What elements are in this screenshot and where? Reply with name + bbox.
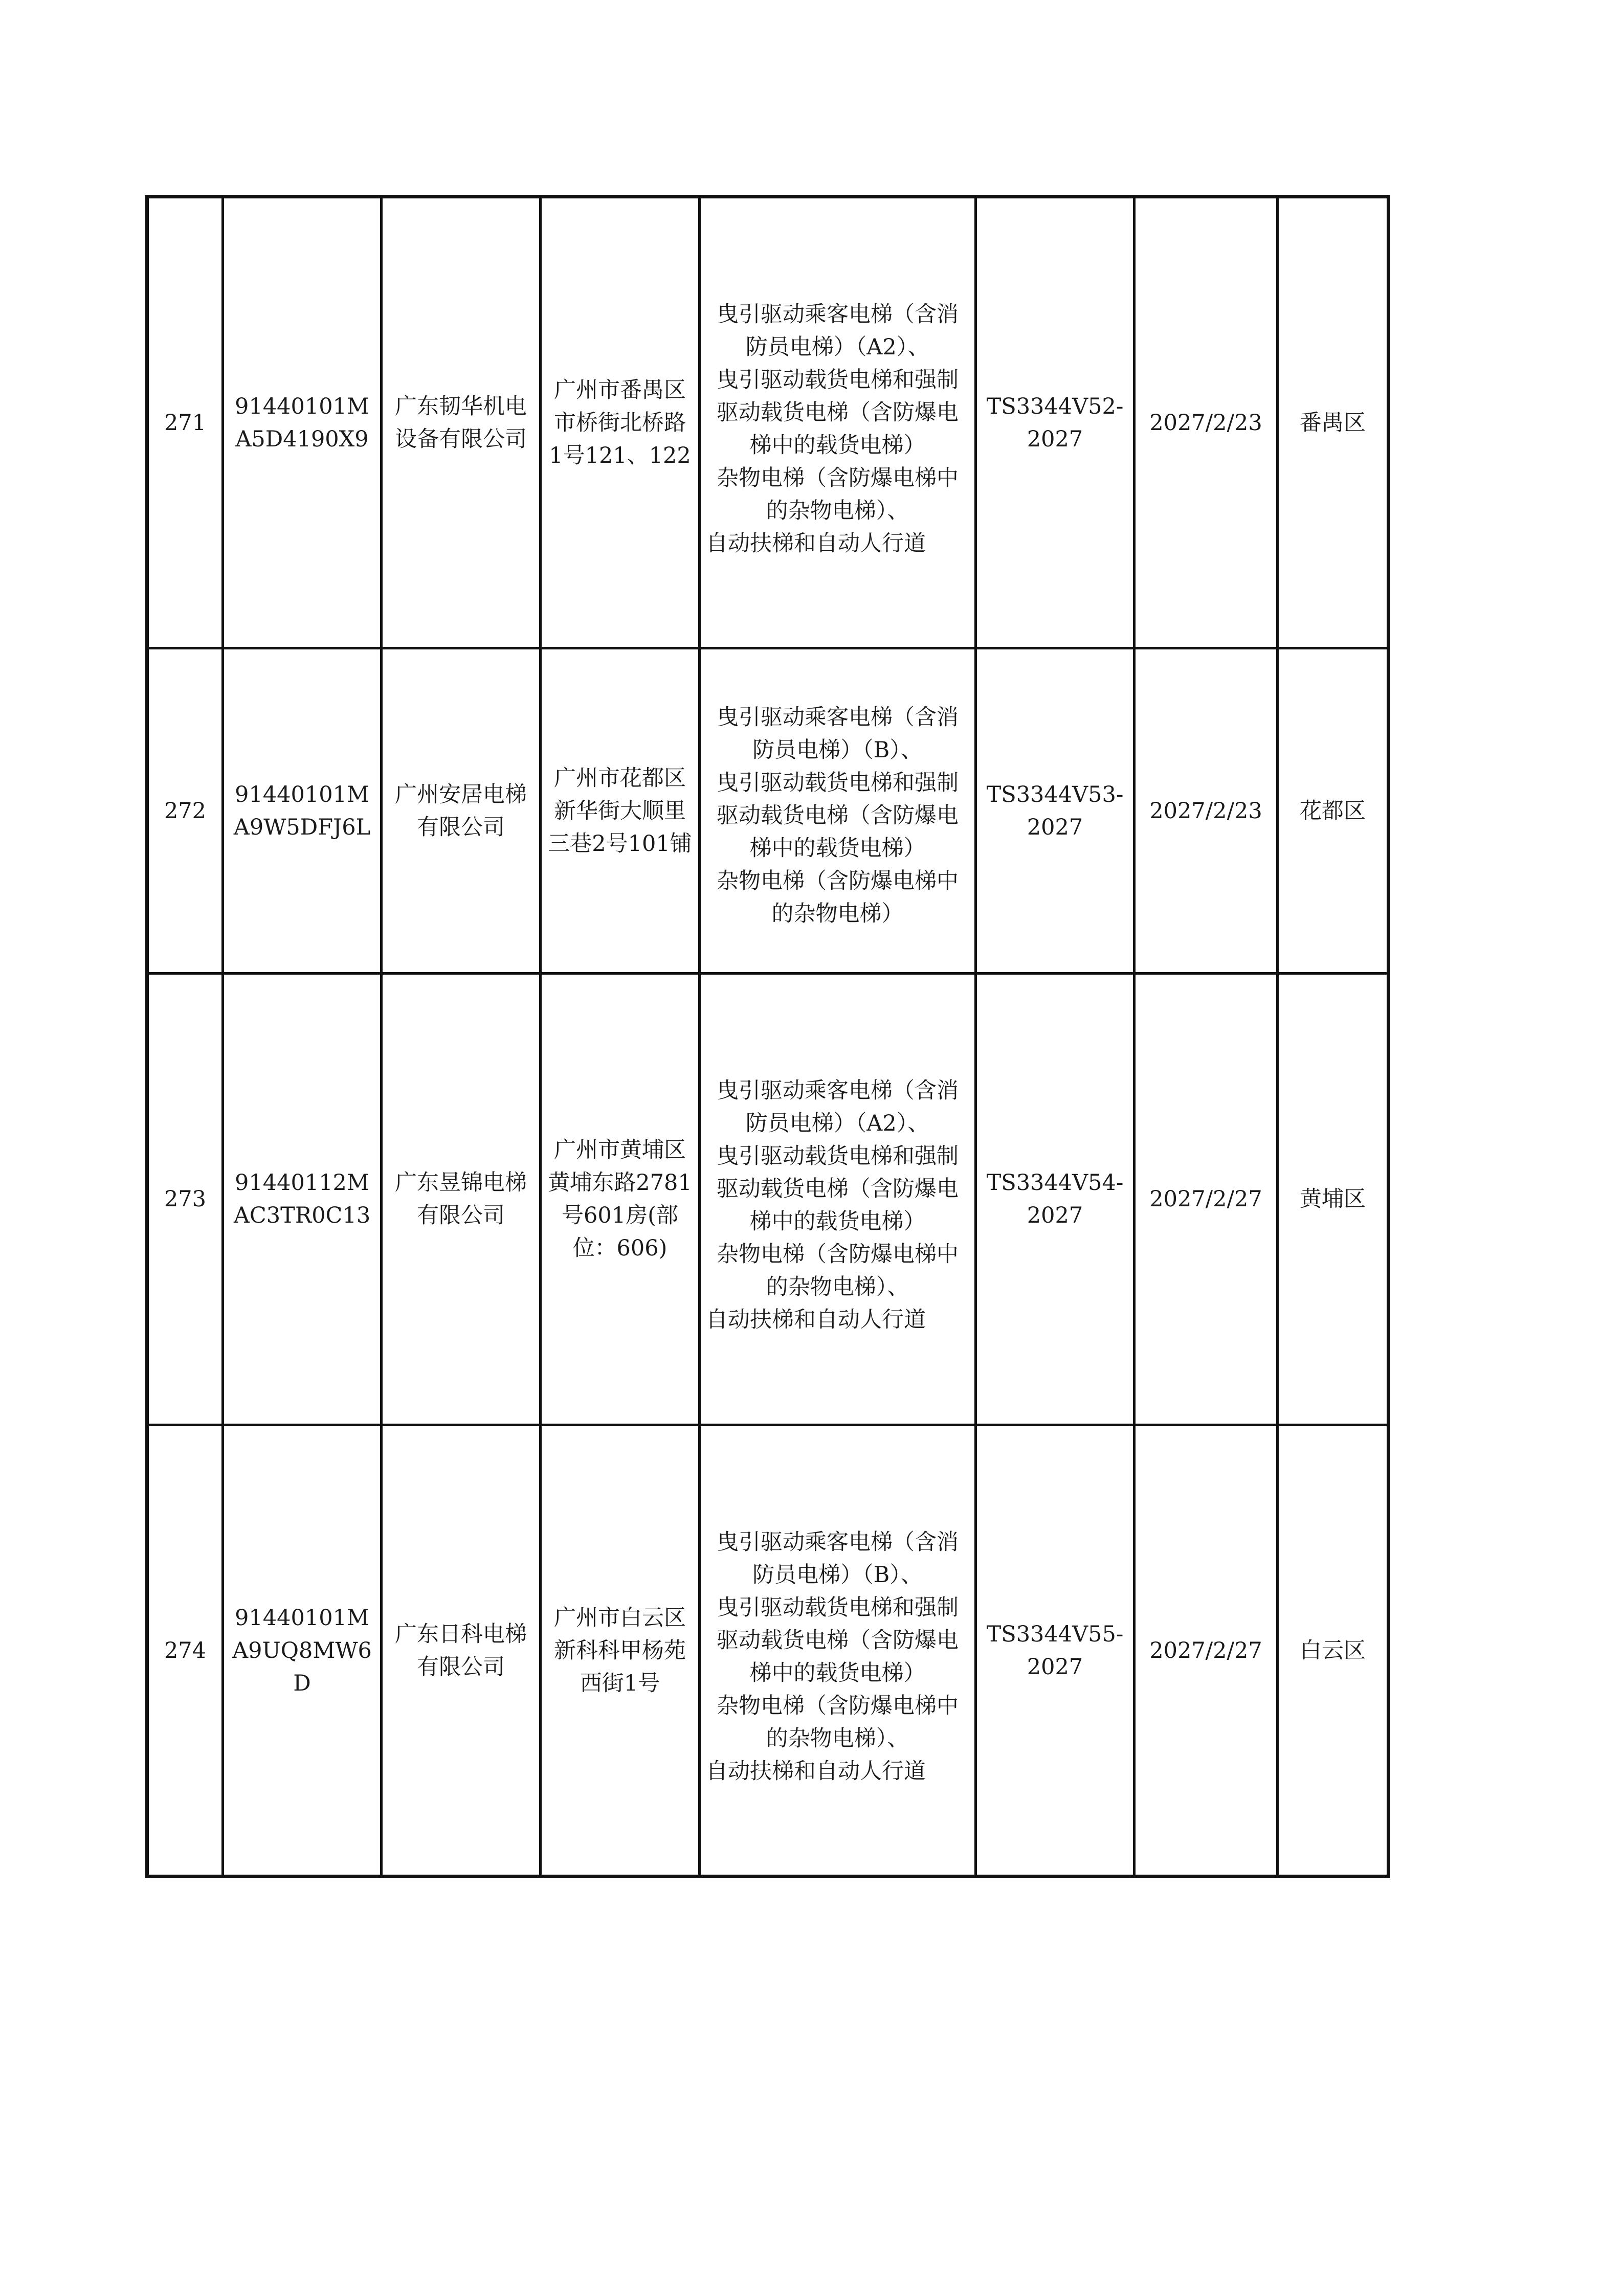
scope-cell (700, 974, 976, 1425)
scope-item: 曳引驱动载货电梯和强制驱动载货电梯（含防爆电梯中的载货电梯） (717, 367, 959, 458)
scope-list (701, 692, 974, 930)
scope-item: 曳引驱动乘客电梯（含消防员电梯）（B）、 (717, 704, 959, 763)
license-number: TS3344V53-2027 (986, 781, 1124, 840)
expiry-date-cell (1134, 197, 1278, 648)
credit-code: 91440101MA5D4190X9 (235, 393, 369, 452)
scope-item: 曳引驱动乘客电梯（含消防员电梯）（A2）、 (717, 301, 959, 360)
credit-code-cell (223, 648, 382, 974)
address-cell (541, 648, 700, 974)
row-number-cell (147, 197, 223, 648)
scope-list (701, 289, 974, 557)
scope-cell (700, 197, 976, 648)
scope-item: 杂物电梯（含防爆电梯中的杂物电梯）、 (717, 1693, 959, 1751)
license-table (145, 195, 1390, 1878)
scope-item: 杂物电梯（含防爆电梯中的杂物电梯）、 (717, 465, 959, 524)
district-cell (1278, 197, 1389, 648)
district-cell (1278, 1425, 1389, 1877)
company-cell (382, 1425, 541, 1877)
expiry-date-cell (1134, 974, 1278, 1425)
credit-code: 91440101MA9UQ8MW6D (232, 1605, 372, 1696)
license-number-cell (976, 197, 1134, 648)
row-number-cell (147, 974, 223, 1425)
license-number: TS3344V54-2027 (986, 1170, 1124, 1228)
company-cell (382, 197, 541, 648)
row-number: 271 (164, 410, 207, 436)
license-number-cell (976, 974, 1134, 1425)
scope-item: 曳引驱动载货电梯和强制驱动载货电梯（含防爆电梯中的载货电梯） (717, 1143, 959, 1234)
row-number-cell (147, 648, 223, 974)
row-number: 274 (164, 1637, 207, 1663)
scope-list (701, 1065, 974, 1333)
scope-item: 自动扶梯和自动人行道 (706, 1307, 926, 1333)
row-number: 273 (164, 1186, 207, 1212)
company-name: 广东日科电梯有限公司 (395, 1621, 527, 1680)
district: 黄埔区 (1300, 1186, 1366, 1212)
scope-cell (700, 1425, 976, 1877)
address-cell (541, 1425, 700, 1877)
company-cell (382, 974, 541, 1425)
table-row (147, 974, 1389, 1425)
scope-item: 自动扶梯和自动人行道 (706, 530, 926, 556)
license-number-cell (976, 1425, 1134, 1877)
scope-list (701, 1517, 974, 1785)
expiry-date: 2027/2/27 (1149, 1186, 1262, 1212)
company-address: 广州市黄埔区黄埔东路2781号601房(部位：606) (548, 1137, 692, 1261)
scope-item: 曳引驱动乘客电梯（含消防员电梯）（B）、 (717, 1529, 959, 1588)
district: 花都区 (1300, 798, 1366, 824)
table-row (147, 1425, 1389, 1877)
scope-item: 杂物电梯（含防爆电梯中的杂物电梯） (717, 868, 959, 927)
row-number-cell (147, 1425, 223, 1877)
expiry-date-cell (1134, 1425, 1278, 1877)
company-name: 广东昱锦电梯有限公司 (395, 1170, 527, 1228)
expiry-date: 2027/2/27 (1149, 1637, 1262, 1663)
credit-code-cell (223, 1425, 382, 1877)
license-number-cell (976, 648, 1134, 974)
license-number: TS3344V52-2027 (986, 393, 1124, 452)
district: 白云区 (1300, 1637, 1366, 1663)
scope-item: 曳引驱动载货电梯和强制驱动载货电梯（含防爆电梯中的载货电梯） (717, 1594, 959, 1686)
expiry-date: 2027/2/23 (1149, 410, 1262, 436)
expiry-date-cell (1134, 648, 1278, 974)
credit-code: 91440112MAC3TR0C13 (233, 1170, 371, 1228)
company-name: 广东韧华机电设备有限公司 (395, 393, 527, 452)
company-cell (382, 648, 541, 974)
license-number: TS3344V55-2027 (986, 1621, 1124, 1680)
address-cell (541, 974, 700, 1425)
scope-item: 曳引驱动载货电梯和强制驱动载货电梯（含防爆电梯中的载货电梯） (717, 770, 959, 861)
table-row (147, 648, 1389, 974)
expiry-date: 2027/2/23 (1149, 798, 1262, 824)
scope-item: 自动扶梯和自动人行道 (706, 1758, 926, 1784)
credit-code: 91440101MA9W5DFJ6L (233, 781, 371, 840)
address-cell (541, 197, 700, 648)
company-address: 广州市白云区新科科甲杨苑西街1号 (554, 1605, 686, 1696)
district-cell (1278, 648, 1389, 974)
company-address: 广州市番禺区市桥街北桥路1号121、122 (549, 377, 691, 468)
row-number: 272 (164, 798, 207, 824)
table-row (147, 197, 1389, 648)
scope-item: 曳引驱动乘客电梯（含消防员电梯）（A2）、 (717, 1078, 959, 1136)
district-cell (1278, 974, 1389, 1425)
company-address: 广州市花都区新华街大顺里三巷2号101铺 (548, 765, 692, 857)
scope-item: 杂物电梯（含防爆电梯中的杂物电梯）、 (717, 1242, 959, 1300)
district: 番禺区 (1300, 410, 1366, 436)
credit-code-cell (223, 197, 382, 648)
company-name: 广州安居电梯有限公司 (395, 781, 527, 840)
credit-code-cell (223, 974, 382, 1425)
scope-cell (700, 648, 976, 974)
